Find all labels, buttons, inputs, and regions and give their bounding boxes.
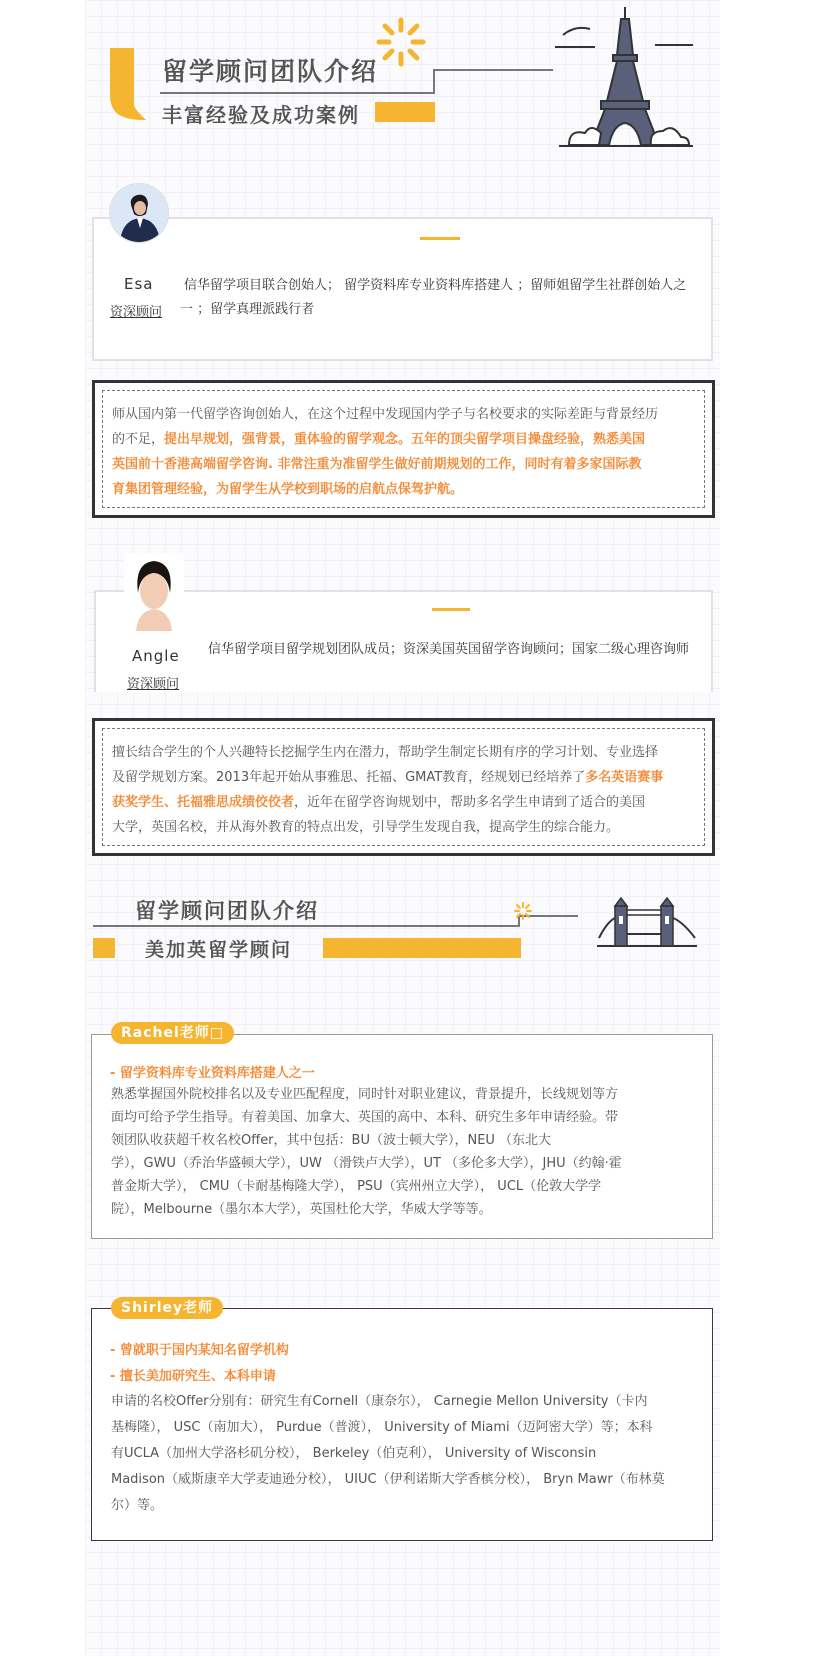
angle-bio-line-2 (112, 765, 702, 790)
divider-line-2 (433, 69, 553, 71)
rachel-description (111, 1083, 695, 1221)
divider-riser (433, 69, 435, 94)
angle-accent-bar (432, 608, 470, 611)
header-subtitle: 丰富经验及成功案例 (162, 103, 360, 127)
rachel-line-6: 院），Melbourne（墨尔本大学），英国杜伦大学，华威大学等等。 (111, 1202, 492, 1217)
esa-description-line-2: 一 ；留学真理派践行者 (180, 302, 315, 317)
header2-title: 留学顾问团队介绍 (135, 899, 319, 923)
angle-bio-line-3-plain: ，近年在留学咨询规划中，帮助多名学生申请到了适合的美国 (294, 795, 646, 810)
angle-bio-line-1: 擅长结合学生的个人兴趣特长挖掘学生内在潜力，帮助学生制定长期有序的学习计划、专业选择 (112, 745, 659, 760)
shirley-description (111, 1389, 695, 1519)
header2-left-block (93, 938, 115, 958)
subtitle-accent-bar (375, 102, 435, 122)
shirley-line-2: 基梅隆）， USC（南加大）， Purdue（普渡）， University of Miami（迈阿密大学）等；本科 (111, 1420, 653, 1435)
esa-name: Esa (124, 275, 154, 293)
angle-avatar (124, 553, 184, 631)
esa-bio-line-2 (112, 427, 702, 452)
divider-line (160, 92, 433, 94)
rachel-line-1: 熟悉掌握国外院校排名以及专业匹配程度，同时针对职业建议，背景提升，长线规划等方 (111, 1087, 619, 1102)
angle-bio-line-3 (112, 790, 702, 815)
angle-bio-line-2-highlight: 多名英语赛事 (585, 770, 664, 785)
esa-bio-line-1: 师从国内第一代留学咨询创始人，在这个过程中发现国内学子与名校要求的实际差距与背景经历 (112, 407, 659, 422)
angle-bio-line-4: 大学，英国名校，并从海外教育的特点出发，引导学生发现自我，提高学生的综合能力。 (112, 820, 620, 835)
sun-icon (375, 16, 427, 68)
rachel-line-3: 领团队收获超千枚名校Offer，其中包括：BU（波士顿大学），NEU （东北大 (111, 1133, 552, 1148)
angle-description: 信华留学项目留学规划团队成员；资深美国英国留学咨询顾问；国家二级心理咨询师 (208, 642, 690, 657)
eiffel-tower-icon (555, 5, 695, 151)
header2-divider (93, 925, 520, 927)
shirley-name-tag: Shirley老师 (111, 1297, 223, 1319)
tower-bridge-icon (593, 888, 701, 952)
shirley-line-3: 有UCLA（加州大学洛杉矶分校）， Berkeley（伯克利）， University of Wisconsin (111, 1446, 597, 1461)
small-sun-icon (514, 902, 532, 920)
angle-role: 资深顾问 (127, 677, 180, 692)
rachel-line-2: 面均可给予学生指导。有着美国、加拿大、英国的高中、本科、研究生多年申请经验。带 (111, 1110, 619, 1125)
yellow-bracket-icon (110, 48, 146, 120)
rachel-name-tag: Rachel老师□ (111, 1022, 234, 1044)
angle-bio-line-2-plain: 及留学规划方案。2013年起开始从事雅思、托福、GMAT教育，经规划已经培养了 (112, 770, 586, 785)
esa-bio-line-2-plain: 的不足， (112, 432, 165, 447)
page-column (85, 0, 720, 1656)
angle-bio-text (112, 740, 702, 840)
esa-bio-line-2-highlight: 提出早规划，强背景，重体验的留学观念。五年的顶尖留学项目操盘经验，熟悉美国 (164, 432, 646, 447)
header2-accent-bar (323, 938, 521, 958)
esa-bio-line-3: 英国前十香港高端留学咨询. 非常注重为准留学生做好前期规划的工作，同时有着多家国际教 (112, 457, 642, 472)
shirley-bullet-1: - 曾就职于国内某知名留学机构 (110, 1343, 289, 1358)
header2-subtitle: 美加英留学顾问 (145, 939, 293, 961)
rachel-line-4: 学），GWU（乔治华盛顿大学），UW （滑铁卢大学），UT （多伦多大学），JHU（约翰·霍 (111, 1156, 622, 1171)
shirley-line-4: Madison（威斯康辛大学麦迪逊分校）， UIUC（伊利诺斯大学香槟分校）， Bryn Mawr（布林莫 (111, 1472, 665, 1487)
esa-role: 资深顾问 (110, 305, 163, 320)
angle-name: Angle (132, 647, 180, 665)
shirley-bullet-2: - 擅长美加研究生、本科申请 (110, 1369, 276, 1384)
esa-bio-text (112, 402, 702, 502)
shirley-line-5: 尔）等。 (111, 1498, 164, 1513)
esa-bio-line-4: 育集团管理经验，为留学生从学校到职场的启航点保驾护航。 (112, 482, 464, 497)
shirley-line-1: 申请的名校Offer分别有：研究生有Cornell（康奈尔）， Carnegie Mellon University（卡内 (111, 1394, 648, 1409)
esa-description-line-1: 信华留学项目联合创始人； 留学资料库专业资料库搭建人 ；留师姐留学生社群创始人之 (184, 278, 687, 293)
rachel-bullet: - 留学资料库专业资料库搭建人之一 (110, 1066, 315, 1081)
rachel-line-5: 普金斯大学）， CMU（卡耐基梅隆大学）， PSU（宾州州立大学）， UCL（伦敦大学学 (111, 1179, 602, 1194)
esa-avatar (109, 183, 169, 243)
angle-bio-line-3-highlight: 获奖学生、托福雅思成绩佼佼者 (112, 795, 295, 810)
esa-accent-bar (420, 237, 460, 240)
header-title: 留学顾问团队介绍 (162, 57, 379, 86)
